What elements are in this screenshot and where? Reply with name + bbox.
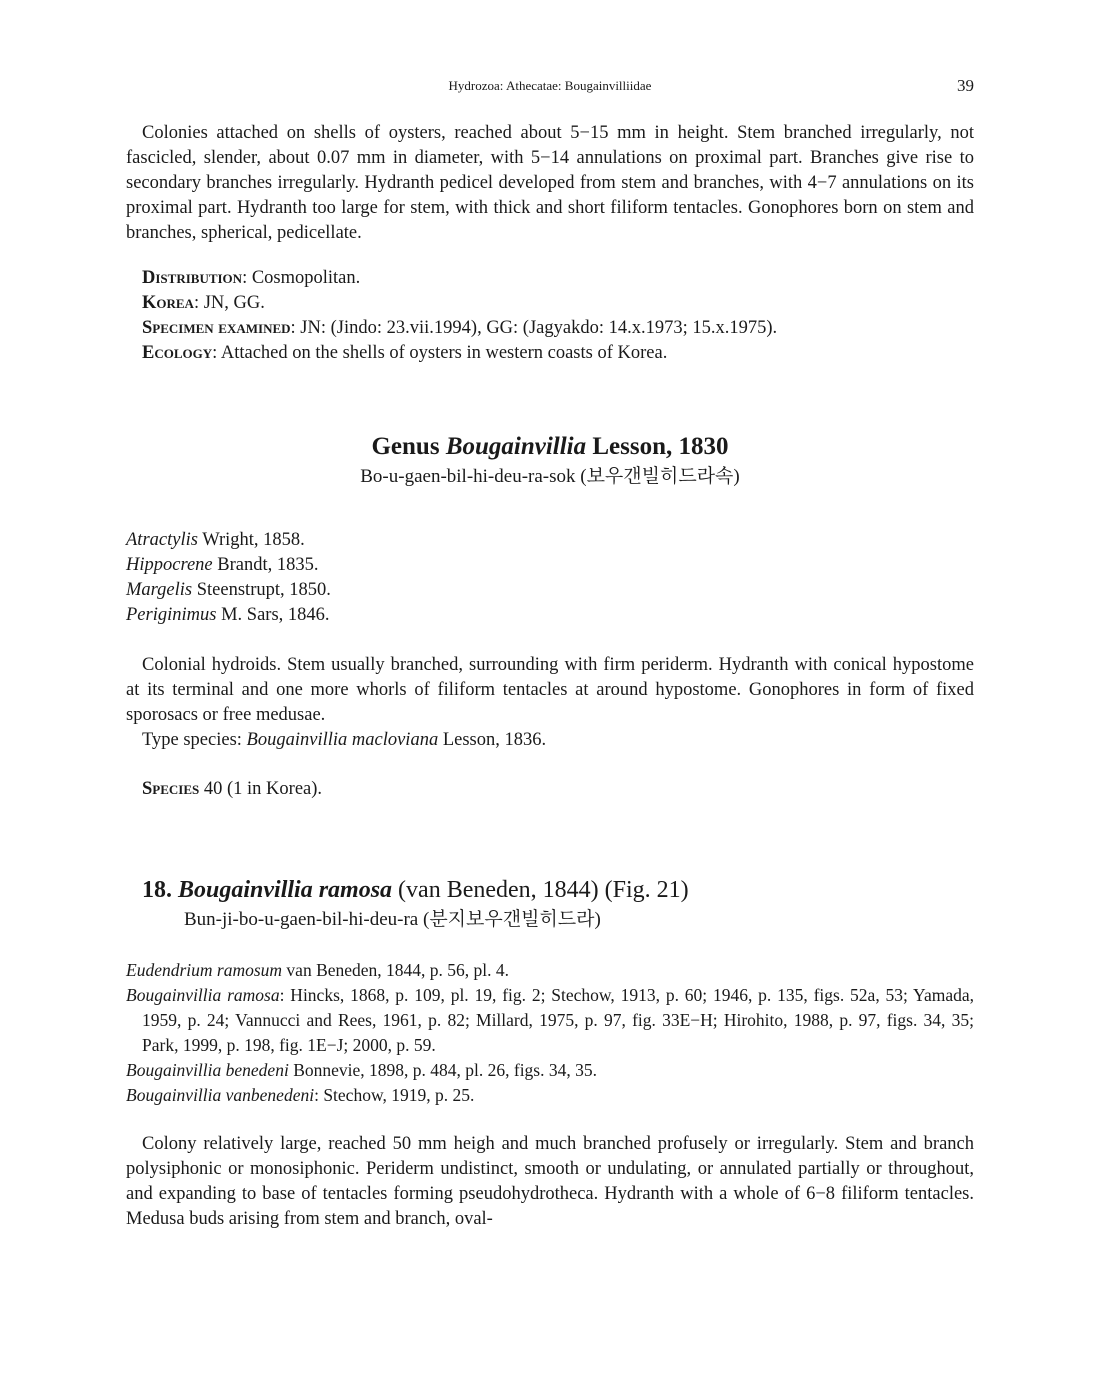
korea-label: Korea (142, 293, 194, 313)
distribution-value: Cosmopolitan. (251, 268, 361, 288)
synonym-name: Margelis (126, 580, 193, 600)
genus-korean-name: Bo-u-gaen-bil-hi-deu-ra-sok (보우갠빌히드라속) (360, 466, 740, 487)
distribution-label: Distribution (142, 268, 243, 288)
genus-name: Bougainvillia (445, 433, 587, 460)
intro-paragraph: Colonies attached on shells of oysters, reached about 5−15 mm in height. Stem branched irregularly, not fascicled, slender, about 0.07 mm in diameter, with 5−14 annulations on proximal part. Branches give rise to secondary branches irregularly. Hydranth pedicel developed from stem and branches, with 4−7 annulations on its proximal part. Hydranth too large for stem, with thick and short filiform tentacles. Gonophores born on stem and branches, spherical, pedicellate. (126, 123, 974, 243)
running-head (126, 74, 974, 98)
synonym-name: Bougainvillia vanbenedeni (126, 1085, 315, 1105)
synonym-name: Atractylis (126, 530, 198, 550)
species-korean-name: Bun-ji-bo-u-gaen-bil-hi-deu-ra (분지보우갠빌히드라) (184, 909, 601, 930)
ecology-value: Attached on the shells of oysters in western coasts of Korea. (220, 343, 668, 363)
genus-synonym (126, 528, 974, 553)
species-synonym (126, 1083, 974, 1108)
synonym-name: Bougainvillia ramosa (126, 985, 280, 1005)
type-species-name: Bougainvillia macloviana (246, 730, 439, 750)
synonym-reference: : Hincks, 1868, p. 109, pl. 19, fig. 2; Stechow, 1913, p. 60; 1946, p. 135, figs. 52a, 53; Yamada, 1959, p. 24; Vannucci and Rees, 1961, p. 82; Millard, 1975, p. 97, fig. 33E−H; Hirohito, 1988, p. 97, figs. 34, 35; Park, 1999, p. 198, fig. 1E−J; 2000, p. 59. (142, 985, 974, 1055)
type-species-authority: Lesson, 1836. (438, 730, 547, 750)
genus-description: Colonial hydroids. Stem usually branched, surrounding with firm periderm. Hydranth with conical hypostome at its terminal and one more whorls of filiform tentacles at around hypostome. Gonophores in form of fixed sporosacs or free medusae. (126, 655, 974, 725)
synonym-name: Bougainvillia benedeni (126, 1060, 289, 1080)
ecology-label: Ecology (142, 343, 213, 363)
specimen-value: JN: (Jindo: 23.vii.1994), GG: (Jagyakdo: 14.x.1973; 15.x.1975). (300, 318, 778, 338)
ecology-line: Ecology: Attached on the shells of oysters in western coasts of Korea. (142, 343, 668, 363)
distribution-line: Distribution: Cosmopolitan. (142, 268, 361, 288)
genus-synonym (126, 603, 974, 628)
genus-synonym (126, 578, 974, 603)
genus-title (126, 431, 974, 463)
species-count-line (126, 777, 974, 802)
synonym-reference: : Stechow, 1919, p. 25. (314, 1085, 475, 1105)
species-authority: (van Beneden, 1844) (Fig. 21) (392, 877, 689, 903)
korea-line: Korea: JN, GG. (142, 293, 265, 313)
synonym-authority: M. Sars, 1846. (216, 605, 330, 625)
genus-prefix: Genus (371, 433, 446, 460)
genus-synonym-list (126, 528, 974, 628)
synonym-authority: Brandt, 1835. (212, 555, 319, 575)
species-count-value: 40 (1 in Korea). (199, 779, 323, 799)
synonym-reference: van Beneden, 1844, p. 56, pl. 4. (282, 960, 510, 980)
species-number: 18. (142, 877, 172, 903)
synonym-name: Hippocrene (126, 555, 213, 575)
synonym-name: Periginimus (126, 605, 217, 625)
specimen-label: Specimen examined (142, 318, 291, 338)
species-synonym (126, 1058, 974, 1083)
species-meta (126, 266, 974, 366)
species-name: Bougainvillia ramosa (178, 877, 393, 903)
species-synonym (126, 983, 974, 1058)
page (126, 74, 974, 1232)
species-heading (126, 874, 974, 934)
species-synonym (126, 958, 974, 983)
genus-authority: Lesson, 1830 (586, 433, 729, 460)
species-count-label: Species (142, 779, 200, 799)
species-description: Colony relatively large, reached 50 mm heigh and much branched profusely or irregularly. Stem and branch polysiphonic or monosiphonic. Periderm undistinct, smooth or undulating, or annulated partially or throughout, and expanding to base of tentacles forming pseudohydrotheca. Hydranth with a whole of 6−8 filiform tentacles. Medusa buds arising from stem and branch, oval- (126, 1134, 974, 1229)
running-head-title: Hydrozoa: Athecatae: Bougainvilliidae (448, 78, 652, 93)
korea-value: JN, GG. (203, 293, 265, 313)
synonym-authority: Wright, 1858. (197, 530, 305, 550)
genus-synonym (126, 553, 974, 578)
genus-heading (126, 431, 974, 491)
specimen-line: Specimen examined: JN: (Jindo: 23.vii.1994), GG: (Jagyakdo: 14.x.1973; 15.x.1975). (142, 318, 778, 338)
page-number: 39 (957, 76, 974, 95)
synonym-reference: Bonnevie, 1898, p. 484, pl. 26, figs. 34, 35. (288, 1060, 597, 1080)
species-synonym-list (126, 958, 974, 1108)
synonym-authority: Steenstrupt, 1850. (192, 580, 331, 600)
species-title (126, 874, 974, 906)
synonym-name: Eudendrium ramosum (126, 960, 283, 980)
type-species-label: Type species: (142, 730, 247, 750)
type-species-line (126, 728, 974, 753)
